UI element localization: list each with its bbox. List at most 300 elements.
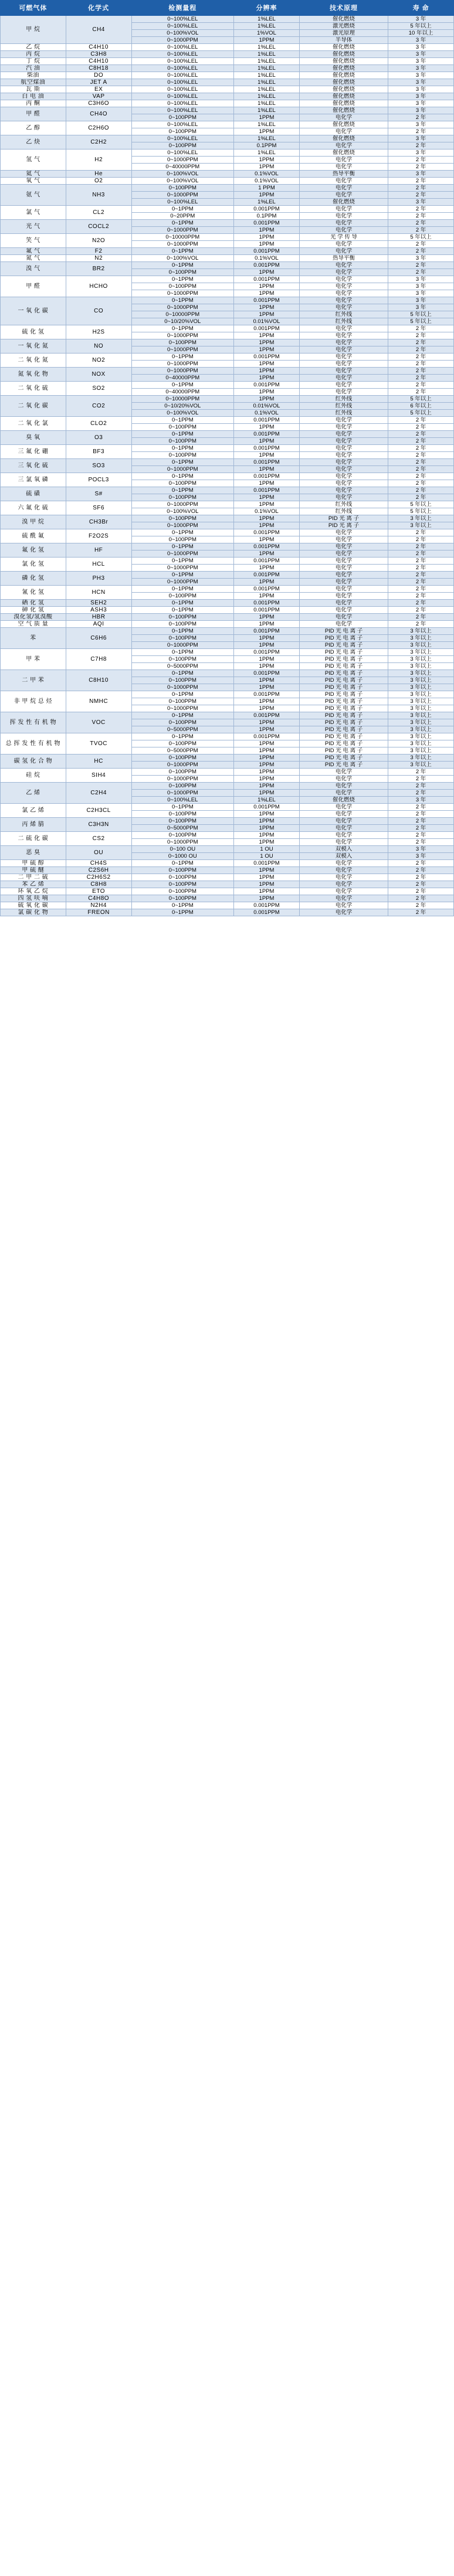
cell-gas-name: 氨 气 — [1, 185, 66, 206]
cell-resolution: 0.001PPM — [234, 543, 300, 550]
cell-lifetime: 2 年 — [388, 389, 454, 396]
cell-lifetime: 2 年 — [388, 902, 454, 909]
cell-resolution: 1PPM — [234, 234, 300, 241]
cell-lifetime: 2 年 — [388, 178, 454, 185]
cell-detection-range: 0~1000PPM — [131, 192, 234, 199]
cell-resolution: 1PPM — [234, 895, 300, 902]
cell-resolution: 1PPM — [234, 825, 300, 832]
cell-resolution: 1PPM — [234, 818, 300, 825]
cell-detection-range: 0~100%VOL — [131, 508, 234, 515]
cell-resolution: 0.001PPM — [234, 206, 300, 213]
cell-lifetime: 3 年以上 — [388, 522, 454, 529]
cell-gas-name: 甲 醛 — [1, 107, 66, 121]
gas-detector-spec-page — [0, 0, 454, 916]
cell-lifetime: 3 年 — [388, 846, 454, 853]
cell-detection-range: 0~1PPM — [131, 860, 234, 867]
cell-lifetime: 2 年 — [388, 895, 454, 902]
cell-resolution: 0.001PPM — [234, 628, 300, 635]
table-row — [1, 473, 454, 480]
cell-chemical-formula: C4H10 — [66, 58, 131, 65]
cell-gas-name: 六 氟 化 硫 — [1, 501, 66, 515]
cell-detection-range: 0~1PPM — [131, 600, 234, 607]
cell-technology: 电化学 — [299, 114, 388, 121]
cell-detection-range: 0~100PPM — [131, 536, 234, 543]
cell-technology: PID 光 电 离 子 — [299, 726, 388, 733]
cell-lifetime: 2 年 — [388, 241, 454, 248]
cell-detection-range: 0~1PPM — [131, 262, 234, 269]
cell-lifetime: 2 年 — [388, 860, 454, 867]
cell-resolution: 1%LEL — [234, 107, 300, 114]
cell-chemical-formula: O3 — [66, 431, 131, 445]
cell-lifetime: 3 年 — [388, 37, 454, 44]
cell-gas-name: 空 气 质 量 — [1, 621, 66, 628]
cell-resolution: 1PPM — [234, 290, 300, 297]
cell-technology: PID 光 电 离 子 — [299, 740, 388, 747]
cell-lifetime: 2 年 — [388, 417, 454, 424]
cell-lifetime: 2 年 — [388, 213, 454, 220]
cell-detection-range: 0~100%VOL — [131, 171, 234, 178]
cell-technology: PID 光 电 离 子 — [299, 705, 388, 712]
column-header-gas: 可燃气体 — [1, 1, 66, 16]
cell-technology: 激光原理 — [299, 30, 388, 37]
cell-chemical-formula: SO3 — [66, 459, 131, 473]
cell-lifetime: 2 年 — [388, 783, 454, 790]
cell-detection-range: 0~1000PPM — [131, 368, 234, 375]
cell-lifetime: 3 年以上 — [388, 684, 454, 691]
cell-technology: 电化学 — [299, 206, 388, 213]
cell-lifetime: 3 年以上 — [388, 656, 454, 663]
cell-technology: 热导平衡 — [299, 171, 388, 178]
cell-lifetime: 6 年以上 — [388, 403, 454, 410]
cell-resolution: 1PPM — [234, 769, 300, 776]
cell-chemical-formula: C6H6 — [66, 628, 131, 649]
table-row — [1, 354, 454, 361]
cell-resolution: 1PPM — [234, 726, 300, 733]
table-row — [1, 93, 454, 100]
cell-chemical-formula: C3H3N — [66, 818, 131, 832]
table-row — [1, 712, 454, 719]
cell-lifetime: 2 年 — [388, 128, 454, 135]
cell-technology: PID 光 电 离 子 — [299, 663, 388, 670]
cell-detection-range: 0~1PPM — [131, 712, 234, 719]
column-header-range: 检测量程 — [131, 1, 234, 16]
cell-lifetime: 3 年以上 — [388, 740, 454, 747]
cell-gas-name: 乙 烷 — [1, 44, 66, 51]
table-row — [1, 501, 454, 508]
cell-chemical-formula: ETO — [66, 888, 131, 895]
cell-detection-range: 0~1000PPM — [131, 522, 234, 529]
cell-resolution: 1PPM — [234, 283, 300, 290]
cell-technology: 电化学 — [299, 332, 388, 339]
cell-resolution: 0.001PPM — [234, 586, 300, 593]
cell-lifetime: 3 年 — [388, 297, 454, 304]
cell-lifetime: 3 年以上 — [388, 663, 454, 670]
cell-technology: 催化燃烧 — [299, 93, 388, 100]
cell-gas-name: 溴化氢/氢溴酸 — [1, 614, 66, 621]
table-row — [1, 572, 454, 579]
cell-gas-name: 柴油 — [1, 72, 66, 79]
table-row — [1, 149, 454, 157]
cell-chemical-formula: COCL2 — [66, 220, 131, 234]
cell-chemical-formula: SF6 — [66, 501, 131, 515]
cell-lifetime: 2 年 — [388, 621, 454, 628]
cell-lifetime: 2 年 — [388, 473, 454, 480]
cell-detection-range: 0~100%LEL — [131, 121, 234, 128]
cell-technology: 激光燃烧 — [299, 23, 388, 30]
cell-resolution: 1PPM — [234, 839, 300, 846]
cell-chemical-formula: C8H18 — [66, 65, 131, 72]
cell-technology: 电化学 — [299, 382, 388, 389]
table-row — [1, 874, 454, 881]
cell-resolution: 1%LEL — [234, 79, 300, 86]
cell-gas-name: 氟 气 — [1, 248, 66, 255]
cell-chemical-formula: HBR — [66, 614, 131, 621]
cell-gas-name: 磷 化 氢 — [1, 572, 66, 586]
cell-gas-name: 非 甲 烷 总 烃 — [1, 691, 66, 712]
cell-lifetime: 2 年 — [388, 579, 454, 586]
cell-technology: 电化学 — [299, 572, 388, 579]
cell-resolution: 0.001PPM — [234, 248, 300, 255]
cell-detection-range: 0~100PPM — [131, 114, 234, 121]
cell-lifetime: 2 年 — [388, 227, 454, 234]
cell-technology: 电化学 — [299, 536, 388, 543]
table-row — [1, 65, 454, 72]
cell-technology: 催化燃烧 — [299, 107, 388, 114]
cell-resolution: 1PPM — [234, 311, 300, 318]
table-row — [1, 628, 454, 635]
table-row — [1, 171, 454, 178]
table-row — [1, 670, 454, 677]
cell-lifetime: 5 年以上 — [388, 508, 454, 515]
cell-lifetime: 2 年 — [388, 164, 454, 171]
cell-chemical-formula: HCN — [66, 586, 131, 600]
cell-chemical-formula: SIH4 — [66, 769, 131, 783]
cell-gas-name: 恶 臭 — [1, 846, 66, 860]
cell-technology: 红外线 — [299, 410, 388, 417]
cell-gas-name: 甲 烷 — [1, 16, 66, 44]
table-row — [1, 220, 454, 227]
cell-technology: 电化学 — [299, 431, 388, 438]
cell-detection-range: 0~1PPM — [131, 487, 234, 494]
table-row — [1, 607, 454, 614]
cell-detection-range: 0~40000PPM — [131, 389, 234, 396]
cell-resolution: 0.001PPM — [234, 649, 300, 656]
cell-gas-name: 光 气 — [1, 220, 66, 234]
cell-technology: 电化学 — [299, 128, 388, 135]
cell-chemical-formula: C2H4 — [66, 783, 131, 804]
cell-gas-name: 甲 苯 — [1, 649, 66, 670]
cell-technology: 电化学 — [299, 361, 388, 368]
cell-technology: 电化学 — [299, 283, 388, 290]
cell-detection-range: 0~1000PPM — [131, 684, 234, 691]
cell-gas-name: 挥 发 性 有 机 物 — [1, 712, 66, 733]
cell-gas-name: 二 氧 化 碳 — [1, 396, 66, 417]
cell-lifetime: 2 年 — [388, 431, 454, 438]
cell-gas-name: 二 氧 化 氮 — [1, 354, 66, 368]
table-row — [1, 614, 454, 621]
cell-lifetime: 2 年 — [388, 269, 454, 276]
cell-resolution: 0.1%VOL — [234, 410, 300, 417]
cell-detection-range: 0~100PPM — [131, 832, 234, 839]
cell-detection-range: 0~1000PPM — [131, 466, 234, 473]
cell-technology: 电化学 — [299, 304, 388, 311]
cell-resolution: 1%VOL — [234, 30, 300, 37]
table-row — [1, 16, 454, 23]
cell-lifetime: 2 年 — [388, 466, 454, 473]
cell-resolution: 0.1PPM — [234, 213, 300, 220]
cell-chemical-formula: O2 — [66, 178, 131, 185]
cell-detection-range: 0~1000PPM — [131, 304, 234, 311]
cell-resolution: 1PPM — [234, 888, 300, 895]
cell-resolution: 0.001PPM — [234, 473, 300, 480]
cell-gas-name: 碳 氢 化 合 物 — [1, 755, 66, 769]
cell-lifetime: 2 年 — [388, 262, 454, 269]
cell-lifetime: 2 年 — [388, 614, 454, 621]
table-row — [1, 600, 454, 607]
table-row — [1, 558, 454, 565]
cell-resolution: 0.001PPM — [234, 431, 300, 438]
cell-detection-range: 0~100PPM — [131, 635, 234, 642]
cell-technology: 电化学 — [299, 248, 388, 255]
cell-gas-name: 环 氧 乙 烷 — [1, 888, 66, 895]
cell-detection-range: 0~100%VOL — [131, 410, 234, 417]
cell-gas-name: 砷 化 氢 — [1, 607, 66, 614]
cell-lifetime: 2 年 — [388, 185, 454, 192]
cell-resolution: 1PPM — [234, 304, 300, 311]
table-row — [1, 529, 454, 536]
cell-technology: PID 光 离 子 — [299, 522, 388, 529]
cell-technology: 电化学 — [299, 614, 388, 621]
cell-technology: 电化学 — [299, 529, 388, 536]
cell-technology: 催化燃烧 — [299, 100, 388, 107]
cell-resolution: 1%LEL — [234, 72, 300, 79]
cell-gas-name: 三 氧 化 硫 — [1, 459, 66, 473]
cell-technology: 红外线 — [299, 403, 388, 410]
cell-resolution: 1PPM — [234, 157, 300, 164]
table-row — [1, 185, 454, 192]
cell-detection-range: 0~100%LEL — [131, 797, 234, 804]
cell-technology: 电化学 — [299, 776, 388, 783]
cell-resolution: 1PPM — [234, 37, 300, 44]
cell-resolution: 0.001PPM — [234, 487, 300, 494]
cell-detection-range: 0~1000PPM — [131, 839, 234, 846]
cell-technology: 电化学 — [299, 142, 388, 149]
cell-detection-range: 0~10000PPM — [131, 234, 234, 241]
cell-detection-range: 0~1PPM — [131, 586, 234, 593]
cell-chemical-formula: CH4S — [66, 860, 131, 867]
cell-detection-range: 0~1PPM — [131, 909, 234, 916]
cell-lifetime: 3 年 — [388, 199, 454, 206]
cell-technology: 催化燃烧 — [299, 51, 388, 58]
cell-chemical-formula: He — [66, 171, 131, 178]
cell-lifetime: 2 年 — [388, 487, 454, 494]
cell-lifetime: 3 年 — [388, 65, 454, 72]
table-row — [1, 867, 454, 874]
cell-resolution: 0.001PPM — [234, 600, 300, 607]
cell-resolution: 1PPM — [234, 241, 300, 248]
cell-lifetime: 2 年 — [388, 888, 454, 895]
cell-gas-name: 一 氧 化 氮 — [1, 339, 66, 354]
table-row — [1, 135, 454, 142]
cell-gas-name: 氯 化 氢 — [1, 558, 66, 572]
cell-resolution: 1%LEL — [234, 135, 300, 142]
cell-lifetime: 3 年 — [388, 72, 454, 79]
cell-chemical-formula: NO — [66, 339, 131, 354]
cell-detection-range: 0~1PPM — [131, 417, 234, 424]
cell-technology: 催化燃烧 — [299, 44, 388, 51]
cell-resolution: 0.001PPM — [234, 558, 300, 565]
cell-detection-range: 0~100PPM — [131, 698, 234, 705]
cell-gas-name: 总 挥 发 性 有 机 物 — [1, 733, 66, 755]
cell-gas-name: 氯 碳 化 物 — [1, 909, 66, 916]
cell-technology: PID 光 电 离 子 — [299, 747, 388, 755]
cell-detection-range: 0~40000PPM — [131, 164, 234, 171]
cell-detection-range: 0~100%LEL — [131, 79, 234, 86]
cell-detection-range: 0~100PPM — [131, 452, 234, 459]
cell-technology: 催化燃烧 — [299, 16, 388, 23]
gas-specification-table — [0, 0, 454, 916]
cell-technology: 半导体 — [299, 37, 388, 44]
table-row — [1, 107, 454, 114]
cell-lifetime: 3 年以上 — [388, 670, 454, 677]
cell-technology: 光 学 传 导 — [299, 234, 388, 241]
cell-chemical-formula: EX — [66, 86, 131, 93]
cell-lifetime: 2 年 — [388, 867, 454, 874]
cell-lifetime: 2 年 — [388, 339, 454, 346]
cell-chemical-formula: F2 — [66, 248, 131, 255]
cell-technology: PID 光 电 离 子 — [299, 719, 388, 726]
cell-lifetime: 3 年以上 — [388, 628, 454, 635]
cell-resolution: 1PPM — [234, 227, 300, 234]
cell-detection-range: 0~1PPM — [131, 382, 234, 389]
cell-lifetime: 10 年以上 — [388, 30, 454, 37]
cell-technology: PID 光 电 离 子 — [299, 762, 388, 769]
cell-lifetime: 2 年 — [388, 114, 454, 121]
cell-detection-range: 0~100%VOL — [131, 30, 234, 37]
cell-technology: 电化学 — [299, 543, 388, 550]
cell-resolution: 1PPM — [234, 740, 300, 747]
cell-lifetime: 3 年以上 — [388, 733, 454, 740]
cell-detection-range: 0~1000PPM — [131, 705, 234, 712]
cell-chemical-formula: HC — [66, 755, 131, 769]
table-row — [1, 297, 454, 304]
cell-gas-name: 一 氧 化 碳 — [1, 297, 66, 325]
cell-resolution: 1PPM — [234, 874, 300, 881]
cell-technology: 电化学 — [299, 902, 388, 909]
cell-resolution: 0.001PPM — [234, 220, 300, 227]
cell-detection-range: 0~1000PPM — [131, 550, 234, 558]
cell-resolution: 1%LEL — [234, 100, 300, 107]
cell-chemical-formula: CH4O — [66, 107, 131, 121]
cell-resolution: 1PPM — [234, 881, 300, 888]
cell-lifetime: 3 年以上 — [388, 635, 454, 642]
cell-detection-range: 0~100PPM — [131, 818, 234, 825]
cell-technology: 双模入 — [299, 846, 388, 853]
cell-lifetime: 2 年 — [388, 586, 454, 593]
cell-resolution: 0.001PPM — [234, 529, 300, 536]
cell-lifetime: 3 年 — [388, 79, 454, 86]
table-row — [1, 818, 454, 825]
cell-resolution: 1PPM — [234, 790, 300, 797]
cell-gas-name: 甲 硫 醚 — [1, 867, 66, 874]
cell-resolution: 1PPM — [234, 114, 300, 121]
cell-technology: 催化燃烧 — [299, 72, 388, 79]
cell-lifetime: 2 年 — [388, 192, 454, 199]
cell-chemical-formula: C7H8 — [66, 649, 131, 670]
cell-chemical-formula: JET A — [66, 79, 131, 86]
cell-technology: 电化学 — [299, 593, 388, 600]
cell-detection-range: 0~100PPM — [131, 783, 234, 790]
cell-gas-name: 氰 化 氢 — [1, 586, 66, 600]
cell-technology: 电化学 — [299, 213, 388, 220]
cell-technology: PID 光 电 离 子 — [299, 712, 388, 719]
cell-gas-name: 氯 气 — [1, 206, 66, 220]
cell-detection-range: 0~1000PPM — [131, 565, 234, 572]
cell-detection-range: 0~100%LEL — [131, 58, 234, 65]
cell-technology: 电化学 — [299, 839, 388, 846]
cell-lifetime: 2 年 — [388, 550, 454, 558]
column-header-technology: 技术原理 — [299, 1, 388, 16]
cell-resolution: 1%LEL — [234, 199, 300, 206]
cell-technology: 电化学 — [299, 452, 388, 459]
cell-technology: 电化学 — [299, 607, 388, 614]
cell-resolution: 0.1%VOL — [234, 508, 300, 515]
cell-lifetime: 3 年 — [388, 149, 454, 157]
cell-gas-name: 三 氟 化 硼 — [1, 445, 66, 459]
cell-technology: PID 光 电 离 子 — [299, 628, 388, 635]
cell-gas-name: 氢 气 — [1, 149, 66, 171]
table-row — [1, 248, 454, 255]
cell-technology: 电化学 — [299, 881, 388, 888]
cell-detection-range: 0~10000PPM — [131, 311, 234, 318]
cell-gas-name: 氧 气 — [1, 178, 66, 185]
table-row — [1, 368, 454, 375]
cell-technology: 电化学 — [299, 888, 388, 895]
cell-detection-range: 0~1000PPM — [131, 501, 234, 508]
cell-lifetime: 2 年 — [388, 206, 454, 213]
cell-chemical-formula: C2H6O — [66, 121, 131, 135]
cell-detection-range: 0~1000PPM — [131, 157, 234, 164]
cell-detection-range: 0~100PPM — [131, 881, 234, 888]
cell-resolution: 1PPM — [234, 452, 300, 459]
cell-lifetime: 5 年以上 — [388, 410, 454, 417]
cell-gas-name: 二 氧 化 硫 — [1, 382, 66, 396]
cell-resolution: 0.01%VOL — [234, 318, 300, 325]
cell-gas-name: 乙 烯 — [1, 783, 66, 804]
cell-lifetime: 2 年 — [388, 375, 454, 382]
cell-lifetime: 2 年 — [388, 593, 454, 600]
cell-detection-range: 0~1000PPM — [131, 37, 234, 44]
cell-detection-range: 0~100PPM — [131, 480, 234, 487]
cell-lifetime: 3 年以上 — [388, 691, 454, 698]
cell-resolution: 0.001PPM — [234, 417, 300, 424]
cell-resolution: 1PPM — [234, 663, 300, 670]
cell-lifetime: 5 年以上 — [388, 501, 454, 508]
table-row — [1, 396, 454, 403]
cell-gas-name: 丙 酮 — [1, 100, 66, 107]
cell-lifetime: 2 年 — [388, 874, 454, 881]
cell-detection-range: 0~100%LEL — [131, 149, 234, 157]
cell-technology: 电化学 — [299, 600, 388, 607]
cell-detection-range: 0~100PPM — [131, 621, 234, 628]
cell-resolution: 0.001PPM — [234, 691, 300, 698]
cell-detection-range: 0~1PPM — [131, 248, 234, 255]
cell-resolution: 1PPM — [234, 361, 300, 368]
cell-lifetime: 2 年 — [388, 811, 454, 818]
cell-resolution: 1PPM — [234, 811, 300, 818]
cell-detection-range: 0~100%LEL — [131, 16, 234, 23]
cell-lifetime: 2 年 — [388, 790, 454, 797]
